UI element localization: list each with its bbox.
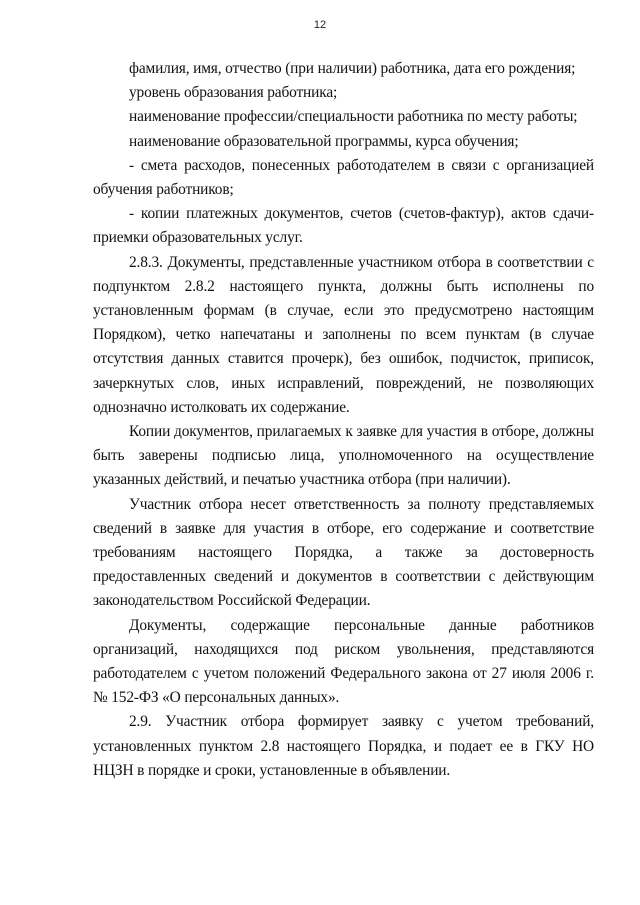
paragraph-responsibility: Участник отбора несет ответственность за полноту представляемых сведений в заявке для участия в отборе, его содержание и соответствие требованиям настоящего Порядка, а также за достоверность предоставленных сведений и документов в соответствии с действующим законодательством Российской Федерации. (93, 495, 594, 610)
paragraph-education-level: уровень образования работника; (129, 84, 338, 102)
paragraph-program: наименование образовательной программы, курса обучения; (129, 132, 519, 150)
page-number: 12 (313, 19, 327, 31)
paragraph-profession: наименование профессии/специальности работника по месту работы; (129, 108, 578, 126)
paragraph-2-8-3: 2.8.3. Документы, представленные участником отбора в соответствии с подпунктом 2.8.2 настоящего пункта, должны быть исполнены по установленным формам (в случае, если это предусмотрено настоящим Порядком), четко напечатаны и заполнены по всем пунктам (в случае отсутствия данных ставится прочерк), без ошибок, подчисток, приписок, зачеркнутых слов, иных исправлений, повреждений, не позволяющих однозначно истолковать их содержание. (93, 253, 594, 416)
paragraph-copies-certified: Копии документов, прилагаемых к заявке для участия в отборе, должны быть заверены подписью лица, уполномоченного на осуществление указанных действий, и печатью участника отбора (при наличии). (93, 423, 594, 489)
paragraph-payment-copies: - копии платежных документов, счетов (счетов-фактур), актов сдачи-приемки образовательных услуг. (93, 205, 594, 247)
paragraph-cost-estimate: - смета расходов, понесенных работодателем в связи с организацией обучения работников; (93, 156, 594, 199)
paragraph-2-9: 2.9. Участник отбора формирует заявку с учетом требований, установленных пунктом 2.8 настоящего Порядка, и подает ее в ГКУ НО НЦЗН в порядке и сроки, установленные в объявлении. (93, 713, 594, 779)
paragraph-personal-data: Документы, содержащие персональные данные работников организаций, находящихся под риском увольнения, представляются работодателем с учетом положений Федерального закона от 27 июля 2006 г. № 152-ФЗ «О персональных данных». (93, 616, 594, 707)
paragraph-full-name: фамилия, имя, отчество (при наличии) работника, дата его рождения; (129, 60, 576, 77)
document-body (93, 57, 594, 783)
